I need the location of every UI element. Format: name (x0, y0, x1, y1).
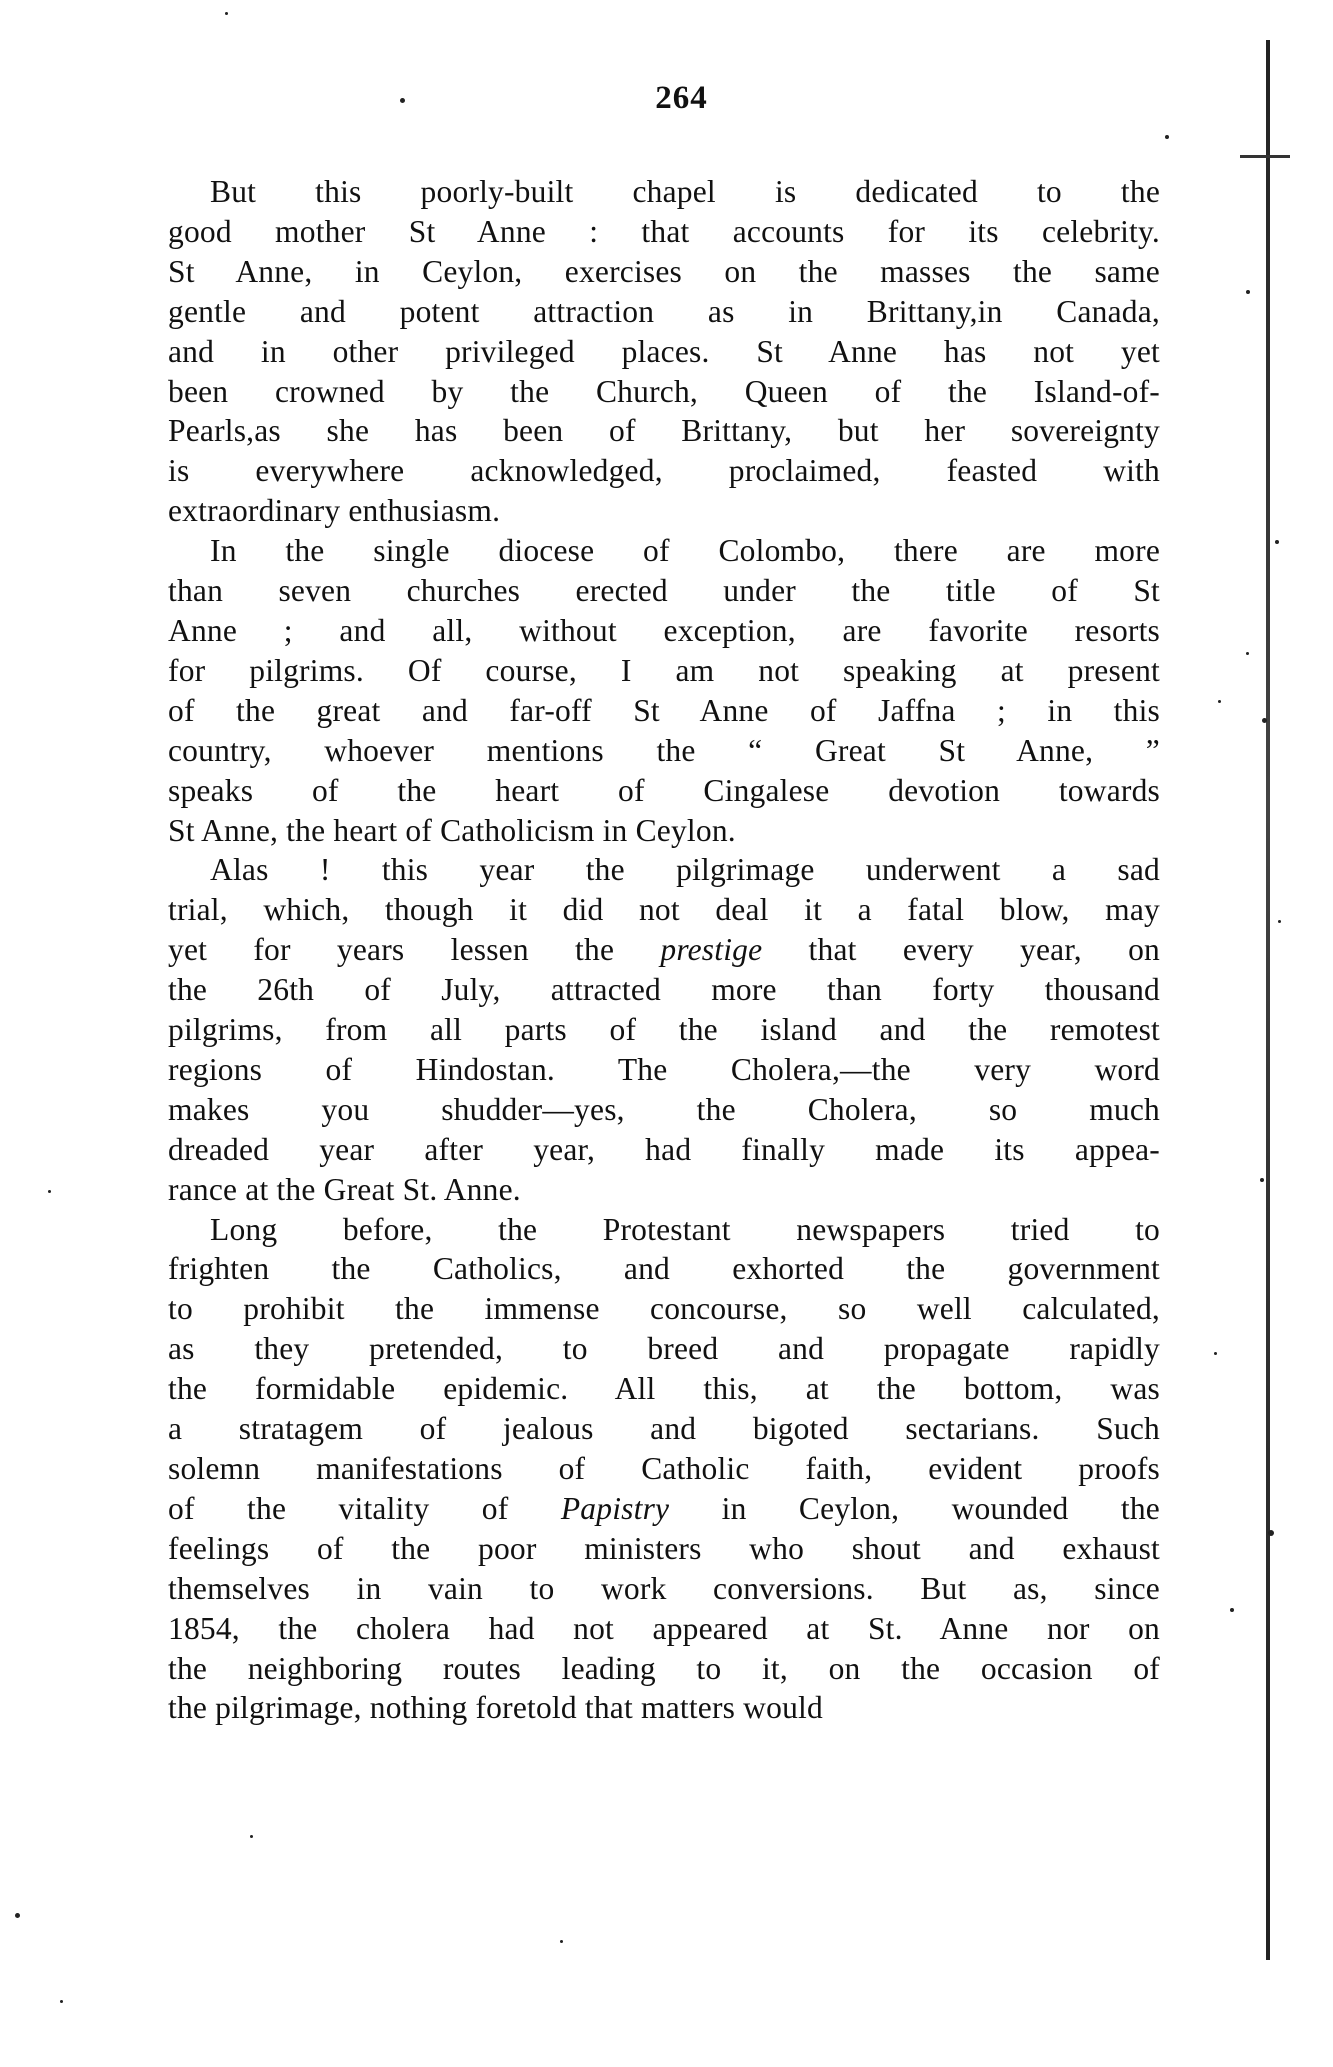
ink-speck (1230, 1608, 1234, 1612)
text-line: dreaded year after year, had finally made its appea- (168, 1131, 1160, 1167)
paragraph (168, 531, 1160, 850)
ink-speck (560, 1940, 563, 1943)
text-line: the pilgrimage, nothing foretold that matters would (168, 1690, 823, 1726)
text-line: rance at the Great St. Anne. (168, 1171, 521, 1207)
text-line: feelings of the poor ministers who shout and exhaust (168, 1530, 1160, 1566)
text-line: and in other privileged places. St Anne has not yet (168, 333, 1160, 369)
binding-edge (1266, 40, 1270, 1960)
italic-word: Papistry (560, 1490, 670, 1526)
text-line: country, whoever mentions the “ Great St Anne, ” (168, 732, 1160, 768)
paragraph (168, 1210, 1160, 1729)
text-line: speaks of the heart of Cingalese devotion towards (168, 772, 1160, 808)
ink-speck (1214, 1352, 1217, 1355)
text-line: frighten the Catholics, and exhorted the government (168, 1251, 1160, 1287)
ink-speck (1218, 700, 1221, 703)
text-line: St Anne, in Ceylon, exercises on the masses the same (168, 253, 1160, 289)
text-line: of the vitality of Papistry in Ceylon, wounded the (168, 1490, 1160, 1526)
text-line: But this poorly-built chapel is dedicated to the (210, 174, 1160, 209)
text-line: gentle and potent attraction as in Brittany,in Canada, (168, 293, 1160, 329)
text-line: In the single diocese of Colombo, there are more (210, 533, 1160, 569)
text-line: pilgrims, from all parts of the island and the remotest (168, 1012, 1160, 1048)
ink-speck (250, 1835, 253, 1838)
text-line: as they pretended, to breed and propagate rapidly (168, 1331, 1160, 1367)
text-line: the formidable epidemic. All this, at the bottom, was (168, 1371, 1160, 1407)
ink-speck (1260, 1178, 1264, 1182)
text-line: Pearls,as she has been of Brittany, but her sovereignty (168, 413, 1160, 449)
ink-speck (225, 12, 228, 15)
text-line: the neighboring routes leading to it, on the occasion of (168, 1650, 1160, 1686)
text-line: for pilgrims. Of course, I am not speaking at present (168, 652, 1160, 688)
text-line: Long before, the Protestant newspapers tried to (210, 1211, 1160, 1247)
paragraph (168, 850, 1160, 1209)
text-line: solemn manifestations of Catholic faith, evident proofs (168, 1451, 1160, 1486)
text-line: 1854, the cholera had not appeared at St. Anne nor on (168, 1610, 1160, 1646)
text-line: yet for years lessen the prestige that every year, on (168, 932, 1160, 968)
text-line: to prohibit the immense concourse, so well calculated, (168, 1291, 1160, 1327)
ink-speck (15, 1913, 20, 1918)
text-line: is everywhere acknowledged, proclaimed, feasted with (168, 453, 1160, 489)
page-number: 264 (655, 80, 708, 116)
text-line: Anne ; and all, without exception, are favorite resorts (168, 612, 1160, 648)
ink-speck (1246, 290, 1250, 294)
text-line: regions of Hindostan. The Cholera,—the very word (168, 1051, 1160, 1087)
text-line: good mother St Anne : that accounts for its celebrity. (168, 213, 1160, 249)
body-text (168, 172, 1160, 1728)
ink-speck (400, 98, 405, 103)
text-line: of the great and far-off St Anne of Jaffna ; in this (168, 692, 1160, 728)
ink-speck (1262, 718, 1267, 723)
ink-speck (1275, 540, 1279, 544)
text-line: themselves in vain to work conversions. But as, since (168, 1570, 1160, 1606)
text-line: than seven churches erected under the title of St (168, 573, 1160, 609)
text-line: Alas ! this year the pilgrimage underwent a sad (210, 852, 1160, 888)
text-line: trial, which, though it did not deal it a fatal blow, may (168, 892, 1160, 928)
ink-speck (1278, 920, 1281, 923)
text-line: makes you shudder—yes, the Cholera, so much (168, 1091, 1160, 1127)
text-line: St Anne, the heart of Catholicism in Ceylon. (168, 812, 736, 848)
paragraph (168, 172, 1160, 531)
italic-word: prestige (660, 932, 763, 968)
ink-speck (60, 2000, 63, 2003)
ink-speck (1268, 1530, 1274, 1536)
text-line: a stratagem of jealous and bigoted sectarians. Such (168, 1411, 1160, 1447)
ink-speck (48, 1190, 51, 1193)
binding-mark (1240, 155, 1290, 158)
text-line: the 26th of July, attracted more than forty thousand (168, 972, 1160, 1008)
ink-speck (1246, 652, 1249, 655)
ink-speck (1165, 135, 1169, 139)
text-line: extraordinary enthusiasm. (168, 493, 501, 529)
text-line: been crowned by the Church, Queen of the Island-of- (168, 373, 1160, 409)
